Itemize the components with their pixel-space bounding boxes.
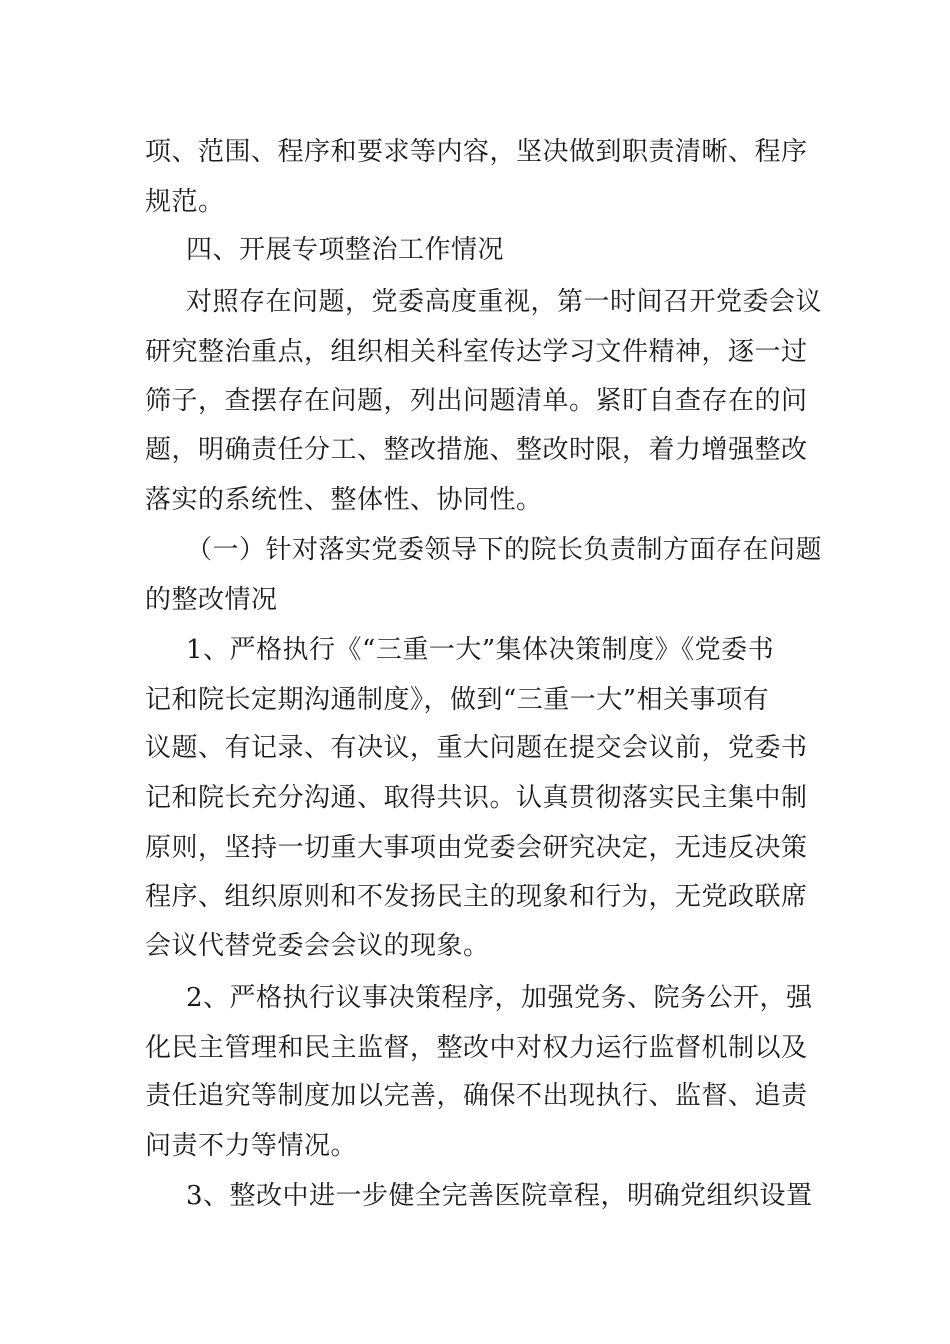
body-text-line: 题，明确责任分工、整改措施、整改时限，着力增强整改	[145, 435, 808, 465]
body-text-line: 项、范围、程序和要求等内容，坚决做到职责清晰、程序	[145, 137, 808, 167]
body-text-line: 筛子，查摆存在问题，列出问题清单。紧盯自查存在的问	[145, 386, 808, 416]
body-text-line: 对照存在问题，党委高度重视，第一时间召开党委会议	[186, 287, 823, 317]
body-text-line: 问责不力等情况。	[145, 1131, 358, 1161]
body-text-line: 1、严格执行《“三重一大”集体决策制度》《党委书	[186, 635, 775, 665]
body-text-line: 责任追究等制度加以完善，确保不出现执行、监督、追责	[145, 1081, 808, 1111]
body-text-line: 会议代替党委会会议的现象。	[145, 931, 490, 961]
body-text-line: 3、整改中进一步健全完善医院章程，明确党组织设置	[186, 1181, 813, 1211]
body-text-line: 研究整治重点，组织相关科室传达学习文件精神，逐一过	[145, 337, 808, 367]
section-heading: 四、开展专项整治工作情况	[186, 235, 505, 265]
body-text-line: 议题、有记录、有决议，重大问题在提交会议前，党委书	[145, 733, 808, 763]
subsection-heading: （一）针对落实党委领导下的院长负责制方面存在问题	[186, 535, 823, 565]
body-text-line: 记和院长定期沟通制度》，做到“三重一大”相关事项有	[145, 685, 770, 715]
body-text-line: 落实的系统性、整体性、协同性。	[145, 485, 543, 515]
body-text-line: 规范。	[145, 187, 225, 217]
body-text-line: 2、严格执行议事决策程序，加强党务、院务公开，强	[186, 983, 813, 1013]
body-text-line: 记和院长充分沟通、取得共识。认真贯彻落实民主集中制	[145, 783, 808, 813]
subsection-heading: 的整改情况	[145, 585, 278, 615]
body-text-line: 化民主管理和民主监督，整改中对权力运行监督机制以及	[145, 1033, 808, 1063]
body-text-line: 程序、组织原则和不发扬民主的现象和行为，无党政联席	[145, 882, 808, 912]
body-text-line: 原则，坚持一切重大事项由党委会研究决定，无违反决策	[145, 833, 808, 863]
